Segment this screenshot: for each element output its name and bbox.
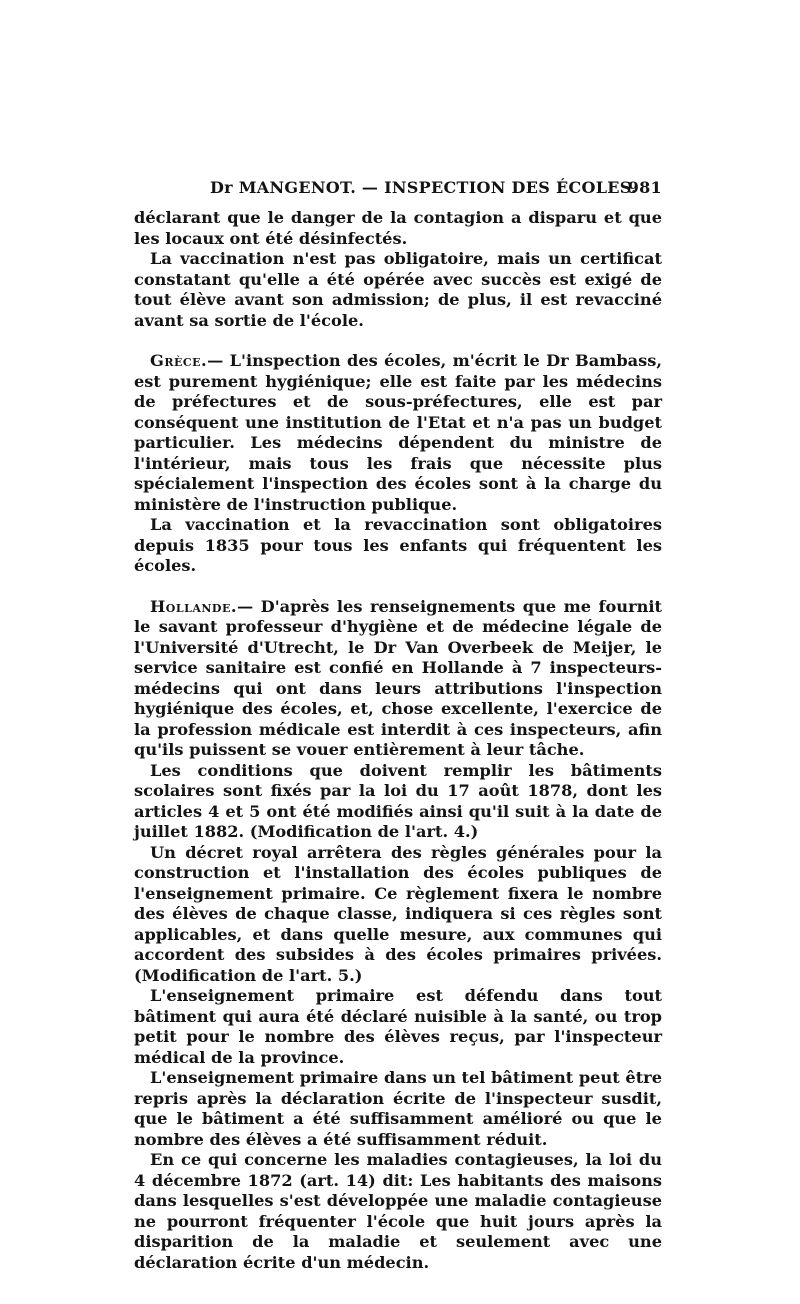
section-lead-hollande: Hollande. bbox=[150, 596, 237, 616]
paragraph: L'enseignement primaire est défendu dans tout bâtiment qui aura été déclaré nuisible à la santé, ou trop petit pour le nombre des élèves reçus, par l'inspecteur médical de la province. bbox=[134, 986, 662, 1067]
section-lead-grece: Grèce. bbox=[150, 351, 208, 370]
body-text bbox=[134, 208, 662, 1273]
section-text-hollande: — D'après les renseignements que me fournit le savant professeur d'hygiène et de médecine légale de l'Université d'Utrecht, le Dr Van Overbeek de Meijer, le service sanitaire est confié en Hollande à 7 inspecteurs-médecins qui ont dans leurs attributions l'inspection hygiénique des écoles, et, chose excellente, l'exercice de la profession médicale est interdit à ces inspecteurs, afin qu'ils puissent se vouer entièrement à leur tâche. bbox=[134, 596, 662, 759]
paragraph: Les conditions que doivent remplir les bâtiments scolaires sont fixés par la loi du 17 août 1878, dont les articles 4 et 5 ont été modifiés ainsi qu'il suit à la date de juillet 1882. (Modification de l'art. 4.) bbox=[134, 760, 662, 841]
paragraph: L'enseignement primaire dans un tel bâtiment peut être repris après la déclaration écrite de l'inspecteur susdit, que le bâtiment a été suffisamment amélioré ou que le nombre des élèves a été suffisamment réduit. bbox=[134, 1068, 662, 1149]
running-header bbox=[134, 178, 662, 208]
running-title: Dr MANGENOT. — INSPECTION DES ÉCOLES. bbox=[210, 178, 637, 197]
page-number: 981 bbox=[627, 178, 662, 197]
paragraph: Un décret royal arrêtera des règles générales pour la construction et l'installation des écoles publiques de l'enseignement primaire. Ce règlement fixera le nombre des élèves de chaque classe, indiquera si ces règles sont applicables, et dans quelle mesure, aux communes qui accordent des subsides à des écoles primaires privées. (Modification de l'art. 5.) bbox=[134, 842, 662, 985]
paragraph: La vaccination n'est pas obligatoire, mais un certificat constatant qu'elle a été opérée avec succès est exigé de tout élève avant son admission; de plus, il est revacciné avant sa sortie de l'école. bbox=[134, 249, 662, 330]
section-text-grece: — L'inspection des écoles, m'écrit le Dr Bambass, est purement hygiénique; elle est faite par les médecins de préfectures et de sous-préfectures, elle est par conséquent une institution de l'Etat et n'a pas un budget particulier. Les médecins dépendent du ministre de l'intérieur, mais tous les frais que nécessite plus spécialement l'inspection des écoles sont à la charge du ministère de l'instruction publique. bbox=[134, 351, 662, 514]
section-paragraph-grece bbox=[134, 351, 662, 515]
paragraph: déclarant que le danger de la contagion a disparu et que les locaux ont été désinfectés. bbox=[134, 208, 662, 248]
paragraph: La vaccination et la revaccination sont obligatoires depuis 1835 pour tous les enfants qui fréquentent les écoles. bbox=[134, 515, 662, 575]
section-paragraph-hollande bbox=[134, 597, 662, 761]
paragraph: En ce qui concerne les maladies contagieuses, la loi du 4 décembre 1872 (art. 14) dit: Les habitants des maisons dans lesquelles s'est développée une maladie contagieuse ne pourront fréquenter l'école que huit jours après la disparition de la maladie et seulement avec une déclaration écrite d'un médecin. bbox=[134, 1150, 662, 1272]
book-page bbox=[134, 178, 662, 1273]
